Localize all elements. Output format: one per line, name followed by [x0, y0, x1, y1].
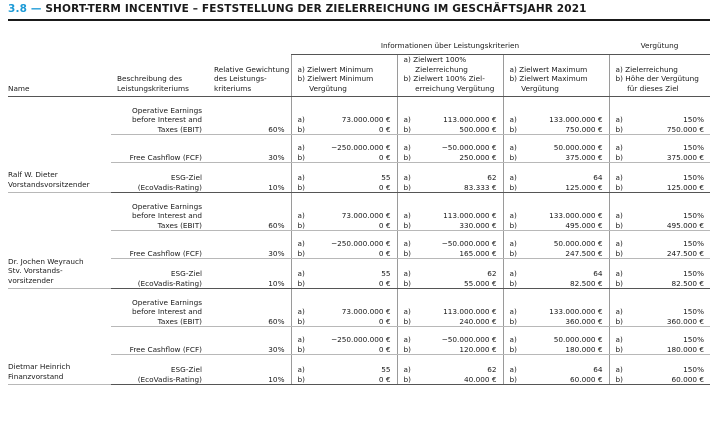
minimum-value-b: 0 € — [378, 182, 391, 192]
ab-label: a) b) — [397, 289, 415, 327]
verguetung-values — [627, 259, 710, 289]
zielwert-value-a: 62 — [487, 269, 497, 278]
criterion-description: Operative Earnings before Interest and Taxes (EBIT) — [111, 193, 208, 231]
ab-label: a) b) — [291, 259, 309, 289]
minimum-value-b: 0 € — [378, 220, 391, 230]
ab-label: a) b) — [609, 193, 627, 231]
ab-label: a) b) — [503, 163, 521, 193]
zielwert-value-b: 165.000 € — [459, 248, 497, 258]
criterion-weight: 30% — [208, 327, 291, 355]
verguetung-values — [627, 193, 710, 231]
minimum-values — [309, 289, 397, 327]
criterion-description: Free Cashflow (FCF) — [111, 231, 208, 259]
col-zielwert-header: a) Zielwert 100% Zielerreichung b) Zielwert 100% Ziel- erreichung Vergütung — [397, 55, 503, 97]
zielwert-values — [415, 289, 503, 327]
criterion-weight: 10% — [208, 259, 291, 289]
minimum-value-a: −250.000.000 € — [331, 335, 391, 344]
maximum-value-b: 125.000 € — [565, 182, 603, 192]
ab-label: a) b) — [397, 327, 415, 355]
maximum-value-a: 133.000.000 € — [549, 307, 603, 316]
maximum-value-b: 82.500 € — [570, 278, 603, 288]
verguetung-values — [627, 289, 710, 327]
minimum-value-b: 0 € — [378, 374, 391, 384]
ab-label: a) b) — [291, 355, 309, 385]
zielwert-value-a: −50.000.000 € — [441, 239, 497, 248]
criterion-weight: 30% — [208, 135, 291, 163]
incentive-table — [8, 38, 710, 385]
maximum-values — [521, 97, 609, 135]
zielwert-value-a: 62 — [487, 173, 497, 182]
ab-label: a) b) — [503, 289, 521, 327]
col-verguetung-header: a) Zielerreichung b) Höhe der Vergütung für dieses Ziel — [609, 55, 710, 97]
verguetung-value-b: 60.000 € — [671, 374, 705, 384]
ab-label: a) b) — [609, 135, 627, 163]
minimum-value-b: 0 € — [378, 344, 391, 354]
ab-label: a) b) — [503, 97, 521, 135]
maximum-value-a: 50.000.000 € — [553, 239, 603, 248]
maximum-values — [521, 163, 609, 193]
group-info-header: Informationen über Leistungskriterien — [291, 38, 609, 55]
criterion-weight: 10% — [208, 163, 291, 193]
ab-label: a) b) — [291, 289, 309, 327]
person-name: Ralf W. Dieter Vorstandsvorsitzender — [8, 97, 111, 193]
verguetung-value-b: 125.000 € — [666, 182, 705, 192]
criterion-weight: 60% — [208, 193, 291, 231]
maximum-value-b: 495.000 € — [565, 220, 603, 230]
criterion-description: Free Cashflow (FCF) — [111, 327, 208, 355]
zielwert-values — [415, 193, 503, 231]
maximum-value-b: 247.500 € — [565, 248, 603, 258]
table-row — [8, 289, 710, 327]
ab-label: a) b) — [397, 355, 415, 385]
maximum-values — [521, 327, 609, 355]
verguetung-value-a: 150% — [683, 365, 705, 374]
ab-label: a) b) — [503, 193, 521, 231]
table-row — [8, 231, 710, 259]
ab-label: a) b) — [609, 327, 627, 355]
ab-label: a) b) — [291, 193, 309, 231]
section-title — [8, 3, 587, 15]
verguetung-value-a: 150% — [683, 143, 705, 152]
ab-label: a) b) — [397, 259, 415, 289]
ab-label: a) b) — [503, 135, 521, 163]
verguetung-value-a: 150% — [683, 173, 705, 182]
zielwert-value-a: −50.000.000 € — [441, 143, 497, 152]
verguetung-values — [627, 327, 710, 355]
maximum-value-a: 50.000.000 € — [553, 143, 603, 152]
minimum-value-a: 55 — [381, 173, 391, 182]
zielwert-value-a: 113.000.000 € — [443, 211, 497, 220]
ab-label: a) b) — [291, 97, 309, 135]
maximum-values — [521, 193, 609, 231]
maximum-values — [521, 289, 609, 327]
col-minimum-header: a) Zielwert Minimum b) Zielwert Minimum Vergütung — [291, 55, 397, 97]
column-header-row — [8, 55, 710, 97]
maximum-value-a: 64 — [593, 269, 603, 278]
person-name: Dietmar Heinrich Finanzvorstand — [8, 289, 111, 385]
minimum-value-b: 0 € — [378, 278, 391, 288]
ab-label: a) b) — [503, 231, 521, 259]
zielwert-value-b: 330.000 € — [459, 220, 497, 230]
minimum-value-a: 73.000.000 € — [341, 211, 391, 220]
verguetung-value-a: 150% — [683, 269, 705, 278]
maximum-value-a: 133.000.000 € — [549, 211, 603, 220]
minimum-value-a: 55 — [381, 269, 391, 278]
minimum-values — [309, 327, 397, 355]
maximum-values — [521, 259, 609, 289]
maximum-value-b: 375.000 € — [565, 152, 603, 162]
minimum-value-b: 0 € — [378, 124, 391, 134]
verguetung-value-b: 180.000 € — [666, 344, 705, 354]
minimum-values — [309, 163, 397, 193]
verguetung-value-b: 247.500 € — [666, 248, 705, 258]
ab-label: a) b) — [397, 97, 415, 135]
minimum-values — [309, 193, 397, 231]
section-number: 3.8 — [8, 3, 28, 15]
maximum-values — [521, 355, 609, 385]
maximum-value-a: 64 — [593, 173, 603, 182]
ab-label: a) b) — [397, 135, 415, 163]
ab-label: a) b) — [291, 135, 309, 163]
ab-label: a) b) — [609, 97, 627, 135]
maximum-value-a: 133.000.000 € — [549, 115, 603, 124]
zielwert-value-b: 120.000 € — [459, 344, 497, 354]
zielwert-values — [415, 163, 503, 193]
col-beschreibung-header: Beschreibung des Leistungskriteriums — [111, 55, 208, 97]
minimum-value-b: 0 € — [378, 152, 391, 162]
minimum-value-b: 0 € — [378, 248, 391, 258]
minimum-value-b: 0 € — [378, 316, 391, 326]
verguetung-value-b: 750.000 € — [666, 124, 705, 134]
verguetung-value-b: 375.000 € — [666, 152, 705, 162]
ab-label: a) b) — [291, 163, 309, 193]
ab-label: a) b) — [609, 289, 627, 327]
minimum-values — [309, 355, 397, 385]
zielwert-values — [415, 355, 503, 385]
table-body — [8, 97, 710, 385]
minimum-values — [309, 259, 397, 289]
ab-label: a) b) — [609, 163, 627, 193]
ab-label: a) b) — [503, 259, 521, 289]
verguetung-value-a: 150% — [683, 307, 705, 316]
section-dash: — — [30, 3, 42, 15]
maximum-value-b: 360.000 € — [565, 316, 603, 326]
zielwert-values — [415, 327, 503, 355]
ab-label: a) b) — [503, 327, 521, 355]
minimum-value-a: 73.000.000 € — [341, 307, 391, 316]
ab-label: a) b) — [609, 231, 627, 259]
minimum-value-a: 73.000.000 € — [341, 115, 391, 124]
maximum-value-a: 50.000.000 € — [553, 335, 603, 344]
zielwert-values — [415, 231, 503, 259]
maximum-values — [521, 231, 609, 259]
maximum-values — [521, 135, 609, 163]
person-name: Dr. Jochen Weyrauch Stv. Vorstands- vorsitzender — [8, 193, 111, 289]
zielwert-value-b: 250.000 € — [459, 152, 497, 162]
verguetung-value-a: 150% — [683, 239, 705, 248]
zielwert-value-b: 500.000 € — [459, 124, 497, 134]
maximum-value-b: 180.000 € — [565, 344, 603, 354]
criterion-weight: 60% — [208, 97, 291, 135]
maximum-value-b: 60.000 € — [570, 374, 603, 384]
criterion-description: Free Cashflow (FCF) — [111, 135, 208, 163]
criterion-description: Operative Earnings before Interest and Taxes (EBIT) — [111, 97, 208, 135]
table-row — [8, 193, 710, 231]
zielwert-value-a: 113.000.000 € — [443, 307, 497, 316]
verguetung-values — [627, 231, 710, 259]
verguetung-values — [627, 355, 710, 385]
ab-label: a) b) — [503, 355, 521, 385]
criterion-description: Operative Earnings before Interest and Taxes (EBIT) — [111, 289, 208, 327]
minimum-values — [309, 135, 397, 163]
table-row — [8, 135, 710, 163]
verguetung-values — [627, 163, 710, 193]
zielwert-value-b: 240.000 € — [459, 316, 497, 326]
col-name-header: Name — [8, 55, 111, 97]
criterion-description: ESG-Ziel (EcoVadis-Rating) — [111, 355, 208, 385]
ab-label: a) b) — [609, 355, 627, 385]
verguetung-value-b: 360.000 € — [666, 316, 705, 326]
table-row — [8, 163, 710, 193]
zielwert-value-b: 83.333 € — [464, 182, 497, 192]
criterion-weight: 10% — [208, 355, 291, 385]
zielwert-value-a: −50.000.000 € — [441, 335, 497, 344]
ab-label: a) b) — [397, 231, 415, 259]
zielwert-values — [415, 259, 503, 289]
group-header-row — [8, 38, 710, 55]
ab-label: a) b) — [609, 259, 627, 289]
maximum-value-b: 750.000 € — [565, 124, 603, 134]
verguetung-value-a: 150% — [683, 115, 705, 124]
verguetung-value-b: 82.500 € — [671, 278, 705, 288]
table-row — [8, 259, 710, 289]
ab-label: a) b) — [397, 193, 415, 231]
group-verguetung-header: Vergütung — [609, 38, 710, 55]
title-rule — [8, 19, 710, 21]
col-gewichtung-header: Relative Gewichtung des Leistungs-kriteriums — [208, 55, 291, 97]
zielwert-values — [415, 97, 503, 135]
maximum-value-a: 64 — [593, 365, 603, 374]
minimum-values — [309, 97, 397, 135]
zielwert-value-a: 62 — [487, 365, 497, 374]
criterion-description: ESG-Ziel (EcoVadis-Rating) — [111, 163, 208, 193]
minimum-values — [309, 231, 397, 259]
minimum-value-a: −250.000.000 € — [331, 143, 391, 152]
verguetung-values — [627, 135, 710, 163]
col-maximum-header: a) Zielwert Maximum b) Zielwert Maximum Vergütung — [503, 55, 609, 97]
criterion-weight: 60% — [208, 289, 291, 327]
ab-label: a) b) — [291, 231, 309, 259]
criterion-description: ESG-Ziel (EcoVadis-Rating) — [111, 259, 208, 289]
table-row — [8, 97, 710, 135]
ab-label: a) b) — [397, 163, 415, 193]
verguetung-value-b: 495.000 € — [666, 220, 705, 230]
minimum-value-a: −250.000.000 € — [331, 239, 391, 248]
verguetung-values — [627, 97, 710, 135]
zielwert-value-b: 40.000 € — [464, 374, 497, 384]
criterion-weight: 30% — [208, 231, 291, 259]
table-row — [8, 327, 710, 355]
zielwert-values — [415, 135, 503, 163]
table-row — [8, 355, 710, 385]
verguetung-value-a: 150% — [683, 335, 705, 344]
zielwert-value-b: 55.000 € — [464, 278, 497, 288]
ab-label: a) b) — [291, 327, 309, 355]
zielwert-value-a: 113.000.000 € — [443, 115, 497, 124]
section-title-text: SHORT-TERM INCENTIVE – FESTSTELLUNG DER ZIELERREICHUNG IM GESCHÄFTSJAHR 2021 — [45, 3, 587, 15]
verguetung-value-a: 150% — [683, 211, 705, 220]
minimum-value-a: 55 — [381, 365, 391, 374]
